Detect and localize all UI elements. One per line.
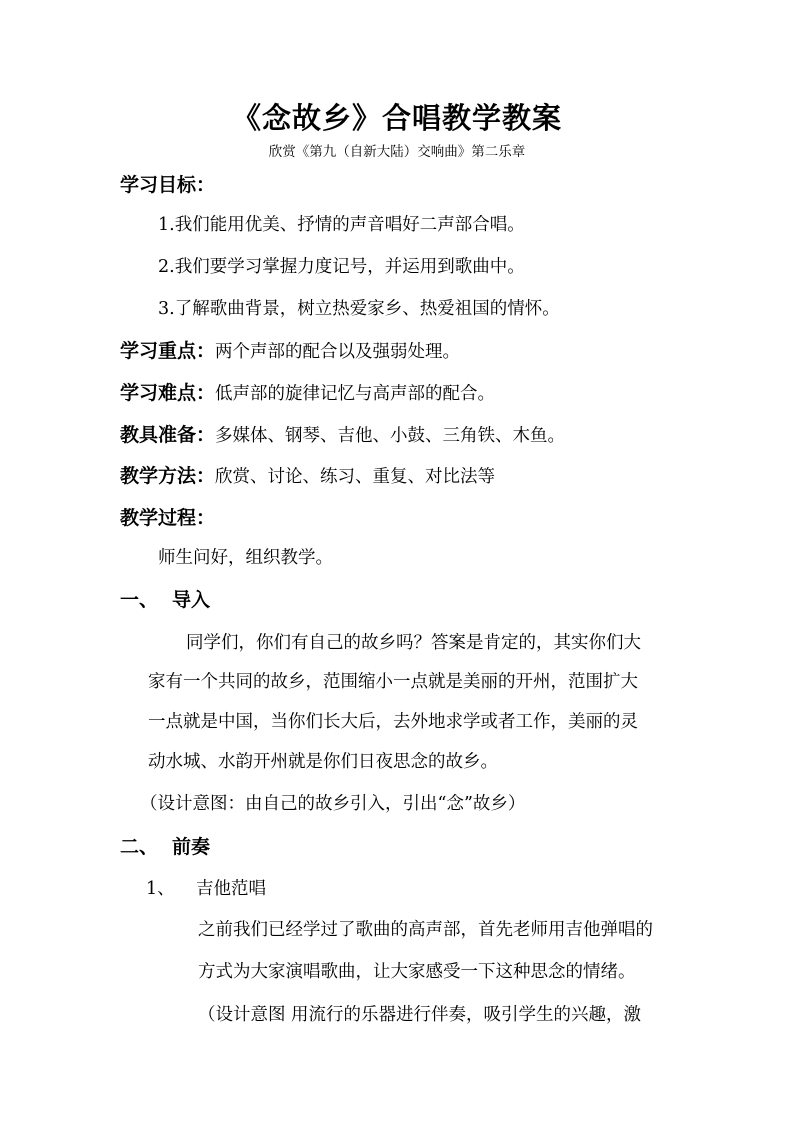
section1-paragraph-line: 同学们，你们有自己的故乡吗？答案是肯定的，其实你们大	[186, 633, 641, 653]
key-points-row	[120, 336, 460, 363]
section2-heading	[120, 832, 210, 859]
section2-number: 二、	[120, 836, 159, 858]
section1-design-note: （设计意图：由自己的故乡引入，引出“念”故乡）	[140, 794, 526, 814]
objective-item: 3.了解歌曲背景，树立热爱家乡、热爱祖国的情怀。	[158, 299, 560, 319]
section1-paragraph-line: 动水城、水韵开州就是你们日夜思念的故乡。	[148, 752, 498, 772]
section2-sub1-heading	[146, 875, 266, 900]
difficulties-row	[120, 378, 495, 405]
objective-item: 1.我们能用优美、抒情的声音唱好二声部合唱。	[158, 215, 525, 235]
objective-item: 2.我们要学习掌握力度记号，并运用到歌曲中。	[158, 257, 525, 277]
section2-sub1-title: 吉他范唱	[196, 879, 266, 899]
difficulties-label: 学习难点：	[120, 382, 216, 404]
process-label: 教学过程：	[120, 507, 216, 529]
section2-sub1-paragraph-line: 方式为大家演唱歌曲，让大家感受一下这种思念的情绪。	[198, 962, 636, 982]
objectives-label: 学习目标：	[120, 174, 216, 196]
section1-number: 一、	[120, 589, 159, 611]
objectives-heading	[120, 170, 215, 197]
process-greeting: 师生问好，组织教学。	[158, 548, 333, 568]
section1-heading	[120, 585, 210, 612]
difficulties-value: 低声部的旋律记忆与高声部的配合。	[215, 384, 496, 404]
section1-title: 导入	[172, 589, 211, 611]
section2-sub1-number: 1、	[146, 879, 175, 899]
methods-value: 欣赏、讨论、练习、重复、对比法等	[215, 467, 496, 487]
page-title: 《念故乡》合唱教学教案	[231, 101, 562, 135]
key-points-label: 学习重点：	[120, 340, 216, 362]
process-heading	[120, 503, 215, 530]
section2-title: 前奏	[172, 836, 211, 858]
materials-label: 教具准备：	[120, 424, 216, 446]
section2-sub1-paragraph-line: 之前我们已经学过了歌曲的高声部，首先老师用吉他弹唱的	[198, 920, 653, 940]
methods-row	[120, 461, 495, 488]
key-points-value: 两个声部的配合以及强弱处理。	[215, 342, 461, 362]
materials-value: 多媒体、钢琴、吉他、小鼓、三角铁、木鱼。	[215, 426, 566, 446]
page-subtitle: 欣赏《第九（自新大陆）交响曲》第二乐章	[268, 144, 526, 160]
materials-row	[120, 420, 565, 447]
section1-paragraph-line: 家有一个共同的故乡，范围缩小一点就是美丽的开州，范围扩大	[148, 672, 638, 692]
section1-paragraph-line: 一点就是中国，当你们长大后，去外地求学或者工作，美丽的灵	[148, 712, 638, 732]
section2-sub1-design-note: （设计意图 用流行的乐器进行伴奏，吸引学生的兴趣，激	[198, 1005, 642, 1025]
methods-label: 教学方法：	[120, 465, 216, 487]
